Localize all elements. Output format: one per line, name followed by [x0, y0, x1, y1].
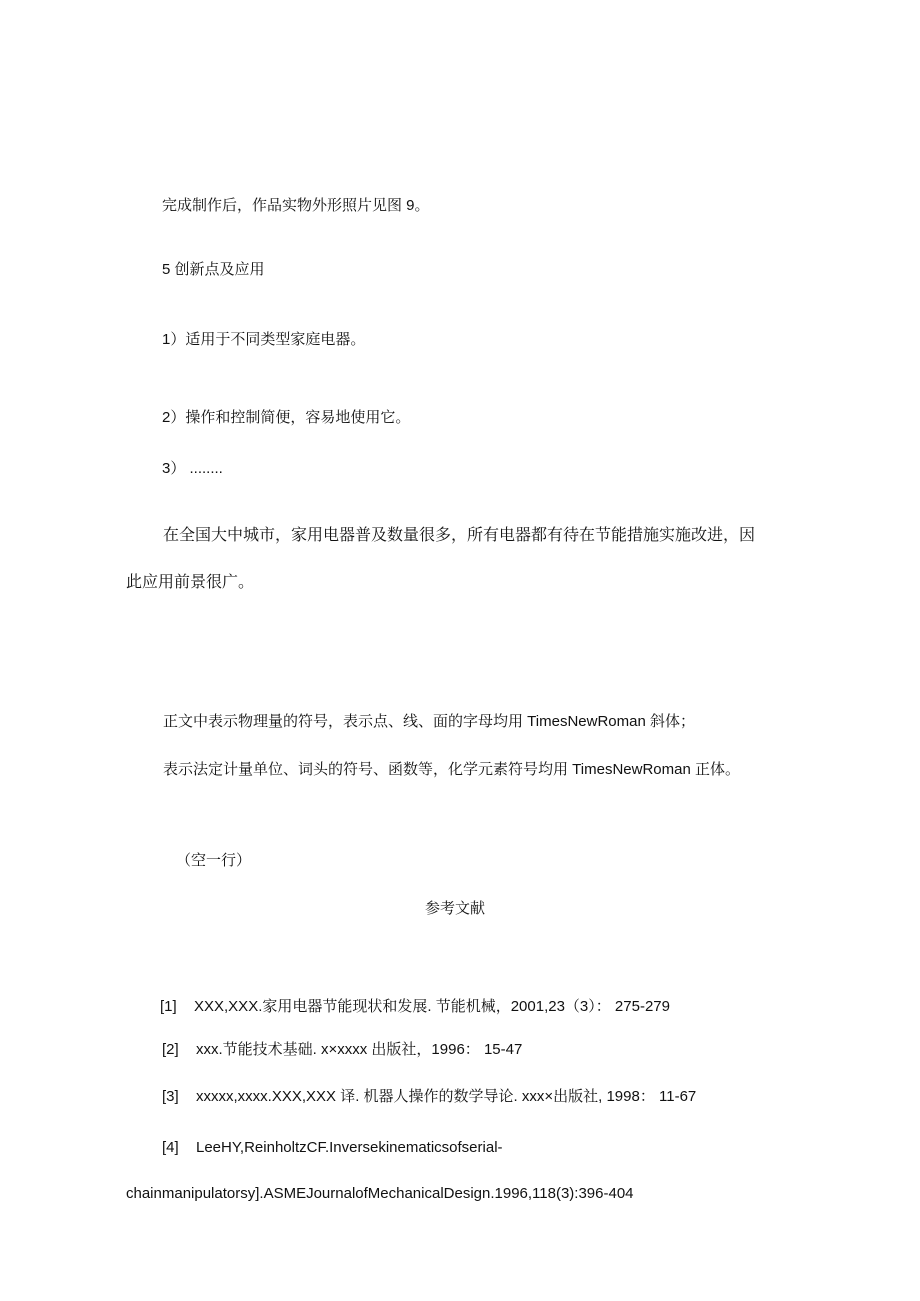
note-line-italic: 正文中表示物理量的符号，表示点、线、面的字母均用 TimesNewRoman 斜体； [163, 713, 695, 730]
reference-number: [4] [162, 1139, 179, 1156]
reference-item [162, 1040, 522, 1060]
blank-line-note: （空一行） [176, 852, 252, 869]
reference-number: [1] [160, 998, 177, 1015]
reference-text: XXX,XXX.家用电器节能现状和发展. 节能机械，2001,23（3）： 275-279 [194, 998, 670, 1015]
reference-text: xxxxx,xxxx.XXX,XXX 译. 机器人操作的数学导论. xxx×出版社, 1998： 11-67 [196, 1088, 697, 1105]
reference-number: [2] [162, 1041, 179, 1058]
references-title: 参考文献 [425, 900, 486, 917]
list-item: 1）适用于不同类型家庭电器。 [162, 331, 366, 348]
reference-text: LeeHY,ReinholtzCF.Inversekinematicsofserial- [196, 1139, 503, 1156]
paragraph-application-line2: 此应用前景很广。 [126, 574, 255, 591]
reference-text: xxx.节能技术基础. x×xxxx 出版社，1996： 15-47 [196, 1041, 523, 1058]
reference-continuation: chainmanipulatorsy].ASMEJournalofMechanicalDesign.1996,118(3):396-404 [126, 1185, 634, 1202]
reference-number: [3] [162, 1088, 179, 1105]
section-heading: 5 创新点及应用 [162, 261, 265, 278]
reference-item [162, 1087, 696, 1107]
reference-item [162, 1138, 503, 1158]
list-item: 3） ........ [162, 460, 223, 477]
list-item: 2）操作和控制简便，容易地使用它。 [162, 409, 411, 426]
paragraph-figure-ref: 完成制作后，作品实物外形照片见图 9。 [162, 197, 430, 214]
reference-item [160, 997, 670, 1017]
note-line-upright: 表示法定计量单位、词头的符号、函数等，化学元素符号均用 TimesNewRoman 正体。 [163, 761, 740, 778]
paragraph-application-line1: 在全国大中城市，家用电器普及数量很多，所有电器都有待在节能措施实施改进，因 [163, 527, 756, 544]
